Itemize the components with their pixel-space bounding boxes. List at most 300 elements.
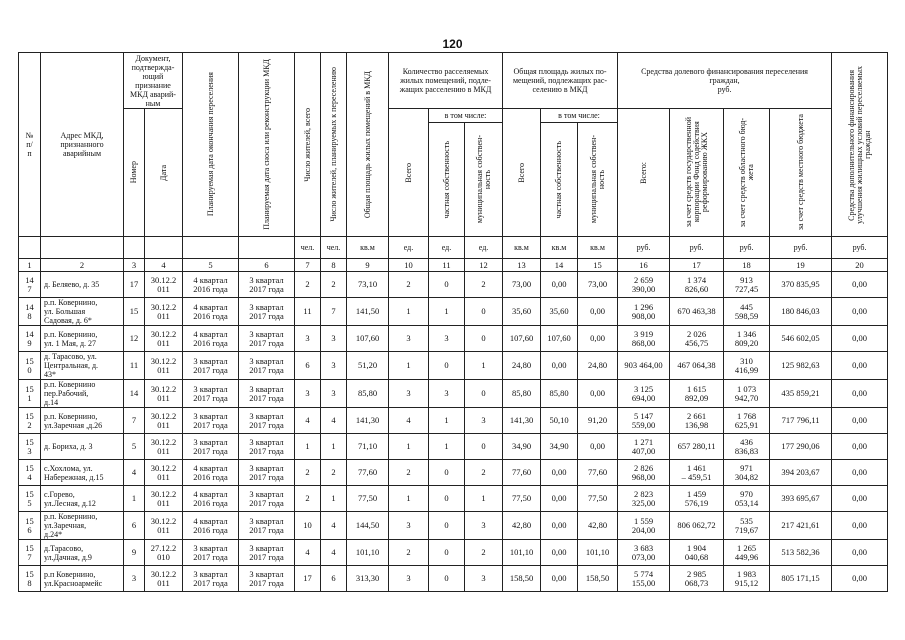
table-cell: 1 461 – 459,51	[670, 460, 724, 486]
header-rooms-total: Всего	[389, 109, 429, 237]
table-cell: 3	[321, 352, 347, 380]
table-cell: р.п Ковернино, ул.Красноармейс	[41, 566, 124, 592]
table-row	[19, 460, 888, 486]
table-cell: 27.12.2 010	[145, 540, 183, 566]
header-fund-local: за счет средств местного бюджета	[770, 109, 832, 237]
table-cell: 101,10	[578, 540, 618, 566]
table-cell: 467 064,38	[670, 352, 724, 380]
table-cell: 50,10	[541, 408, 578, 434]
table-cell: 1 768 625,91	[724, 408, 770, 434]
table-cell: 177 290,06	[770, 434, 832, 460]
header-no: № п/ п	[19, 53, 41, 237]
column-index-cell: 12	[465, 259, 503, 272]
column-index-cell: 16	[618, 259, 670, 272]
table-cell: 144,50	[347, 512, 389, 540]
table-cell: 3 квартал 2017 года	[239, 566, 295, 592]
unit-cell: кв.м	[347, 237, 389, 259]
header-rooms-incl: в том числе:	[429, 109, 503, 123]
table-cell: 42,80	[503, 512, 541, 540]
table-cell: 2	[389, 460, 429, 486]
table-cell: 0,00	[541, 486, 578, 512]
column-index-cell: 7	[295, 259, 321, 272]
table-cell: 15 4	[19, 460, 41, 486]
table-cell: 71,10	[347, 434, 389, 460]
table-cell: 513 582,36	[770, 540, 832, 566]
table-cell: 17	[124, 272, 145, 298]
table-cell: 3	[389, 566, 429, 592]
table-cell: 3 квартал 2017 года	[183, 434, 239, 460]
table-cell: 436 836,83	[724, 434, 770, 460]
table-cell: 805 171,15	[770, 566, 832, 592]
table-cell: 1	[429, 408, 465, 434]
unit-cell: руб.	[618, 237, 670, 259]
unit-cell: чел.	[295, 237, 321, 259]
unit-cell: руб.	[670, 237, 724, 259]
unit-cell: чел.	[321, 237, 347, 259]
table-cell: 2 823 325,00	[618, 486, 670, 512]
table-cell: 1	[429, 434, 465, 460]
table-cell: 0,00	[541, 272, 578, 298]
table-cell: 35,60	[503, 298, 541, 326]
table-cell: 5 774 155,00	[618, 566, 670, 592]
unit-cell: кв.м	[578, 237, 618, 259]
table-cell: 30.12.2 011	[145, 326, 183, 352]
table-cell: 3 квартал 2017 года	[239, 512, 295, 540]
table-cell: д. Тарасово, ул. Центральная, д. 43*	[41, 352, 124, 380]
table-cell: 903 464,00	[618, 352, 670, 380]
table-cell: р.п. Ковернино, ул. Большая Садовая, д. 6*	[41, 298, 124, 326]
table-cell: 30.12.2 011	[145, 408, 183, 434]
table-cell: 15 7	[19, 540, 41, 566]
header-fund-extra: Средства дополнительного финансирования улучшения жилищных условий переселяемых граждан	[832, 53, 888, 237]
header-area-total: Всего	[503, 109, 541, 237]
table-cell: 0,00	[832, 352, 888, 380]
table-cell: 107,60	[541, 326, 578, 352]
table-cell: 77,60	[347, 460, 389, 486]
table-cell: 1	[321, 486, 347, 512]
table-cell: 24,80	[503, 352, 541, 380]
table-cell: 2	[465, 540, 503, 566]
table-cell: 2	[465, 272, 503, 298]
table-cell: 30.12.2 011	[145, 272, 183, 298]
table-cell: 2	[465, 460, 503, 486]
table-cell: 77,50	[503, 486, 541, 512]
table-row	[19, 272, 888, 298]
unit-cell: ед.	[465, 237, 503, 259]
table-cell: 3 квартал 2017 года	[239, 272, 295, 298]
table-cell: д.Тарасово, ул.Дачная, д.9	[41, 540, 124, 566]
table-cell: 1	[295, 434, 321, 460]
table-cell: 806 062,72	[670, 512, 724, 540]
table-cell: 0	[429, 272, 465, 298]
table-cell: 435 859,21	[770, 380, 832, 408]
table-cell: 3 125 694,00	[618, 380, 670, 408]
table-body	[19, 272, 888, 592]
table-cell: 2	[389, 272, 429, 298]
table-cell: 0,00	[832, 380, 888, 408]
table-cell: д. Беляево, д. 35	[41, 272, 124, 298]
table-cell: 913 727,45	[724, 272, 770, 298]
column-index-cell: 17	[670, 259, 724, 272]
table-cell: 85,80	[503, 380, 541, 408]
table-row	[19, 540, 888, 566]
table-cell: 0	[465, 298, 503, 326]
table-cell: 4 квартал 2016 года	[183, 460, 239, 486]
unit-cell: руб.	[724, 237, 770, 259]
table-cell: 1	[465, 352, 503, 380]
table-cell: 3	[124, 566, 145, 592]
header-rooms-private: частная собственность	[429, 123, 465, 237]
unit-cell: руб.	[770, 237, 832, 259]
table-cell: 107,60	[347, 326, 389, 352]
units-row	[19, 237, 888, 259]
table-cell: 6	[295, 352, 321, 380]
table-cell: 0,00	[832, 512, 888, 540]
table-cell: 158,50	[578, 566, 618, 592]
table-cell: 34,90	[541, 434, 578, 460]
table-cell: 4	[124, 460, 145, 486]
table-cell: 1	[389, 486, 429, 512]
table-cell: 10	[295, 512, 321, 540]
unit-cell: ед.	[429, 237, 465, 259]
table-cell: 0	[429, 540, 465, 566]
column-index-cell: 9	[347, 259, 389, 272]
table-cell: 1 983 915,12	[724, 566, 770, 592]
table-cell: 7	[321, 298, 347, 326]
table-cell: 3	[465, 512, 503, 540]
table-cell: 0,00	[832, 540, 888, 566]
table-cell: 42,80	[578, 512, 618, 540]
column-index-cell: 2	[41, 259, 124, 272]
column-index-cell: 13	[503, 259, 541, 272]
table-cell: д. Бориха, д. 3	[41, 434, 124, 460]
table-cell: 12	[124, 326, 145, 352]
table-cell: 6	[124, 512, 145, 540]
table-cell: 0,00	[578, 380, 618, 408]
table-cell: 0,00	[541, 352, 578, 380]
table-cell: 73,00	[503, 272, 541, 298]
table-cell: 91,20	[578, 408, 618, 434]
table-row	[19, 434, 888, 460]
table-cell: 107,60	[503, 326, 541, 352]
table-row	[19, 486, 888, 512]
table-cell: 180 846,03	[770, 298, 832, 326]
table-cell: 14 7	[19, 272, 41, 298]
table-cell: 0	[429, 460, 465, 486]
table-cell: 2 026 456,75	[670, 326, 724, 352]
column-index-cell: 11	[429, 259, 465, 272]
header-fund-total: Всего:	[618, 109, 670, 237]
table-cell: 3	[389, 326, 429, 352]
column-index-cell: 3	[124, 259, 145, 272]
table-cell: 1 346 809,20	[724, 326, 770, 352]
table-cell: 4	[321, 512, 347, 540]
header-address: Адрес МКД, признанного аварийным	[41, 53, 124, 237]
header-funds: Средства долевого финансирования переселения граждан, руб.	[618, 53, 832, 109]
table-cell: 15 6	[19, 512, 41, 540]
table-cell: 1	[389, 352, 429, 380]
table-cell: 4	[389, 408, 429, 434]
table-cell: 1 615 892,09	[670, 380, 724, 408]
table-cell: 15 5	[19, 486, 41, 512]
column-index-cell: 6	[239, 259, 295, 272]
table-cell: 2 659 390,00	[618, 272, 670, 298]
table-cell: р.п. Ковернино, ул.Заречная, д.24*	[41, 512, 124, 540]
table-cell: 0,00	[832, 298, 888, 326]
header-fund-region: за счет средств областного бюд- жета	[724, 109, 770, 237]
table-cell: 2	[321, 460, 347, 486]
table-cell: 370 835,95	[770, 272, 832, 298]
table-cell: 15 2	[19, 408, 41, 434]
header-area-incl: в том числе:	[541, 109, 618, 123]
table-cell: 3 квартал 2017 года	[183, 408, 239, 434]
table-cell: 101,10	[347, 540, 389, 566]
resettlement-table	[18, 52, 888, 592]
table-cell: 3 квартал 2017 года	[239, 408, 295, 434]
table-cell: 1	[389, 298, 429, 326]
table-cell: 0,00	[541, 566, 578, 592]
table-cell: 1 374 826,60	[670, 272, 724, 298]
column-index-cell: 10	[389, 259, 429, 272]
table-cell: 3	[465, 408, 503, 434]
table-cell: 85,80	[347, 380, 389, 408]
table-cell: 30.12.2 011	[145, 352, 183, 380]
table-cell: 4	[321, 540, 347, 566]
table-cell: 1	[465, 486, 503, 512]
table-cell: 14	[124, 380, 145, 408]
header-area-resettle: Общая площадь жилых по- мещений, подлежащих рас- селению в МКД	[503, 53, 618, 109]
table-cell: 657 280,11	[670, 434, 724, 460]
table-cell: 3	[389, 380, 429, 408]
table-cell: 2	[295, 272, 321, 298]
table-cell: 3 квартал 2017 года	[183, 352, 239, 380]
table-cell: 1	[124, 486, 145, 512]
table-cell: 15	[124, 298, 145, 326]
table-cell: 101,10	[503, 540, 541, 566]
table-cell: р.п. Ковернино, ул.Заречная ,д.26	[41, 408, 124, 434]
table-cell: 546 602,05	[770, 326, 832, 352]
table-row	[19, 566, 888, 592]
table-cell: 3 квартал 2017 года	[239, 540, 295, 566]
table-cell: 2 826 968,00	[618, 460, 670, 486]
table-cell: 0,00	[832, 408, 888, 434]
table-cell: 4 квартал 2016 года	[183, 298, 239, 326]
table-cell: 4	[295, 540, 321, 566]
table-cell: 3 квартал 2017 года	[183, 566, 239, 592]
table-cell: 73,10	[347, 272, 389, 298]
table-row	[19, 408, 888, 434]
table-cell: 51,20	[347, 352, 389, 380]
header-planned-resettle: Планируемая дата окончания переселения	[183, 53, 239, 237]
header-document: Документ, подтвержда- ющий признание МКД аварий- ным	[124, 53, 183, 109]
table-cell: 0,00	[541, 512, 578, 540]
table-cell: 3 квартал 2017 года	[239, 298, 295, 326]
column-index-cell: 5	[183, 259, 239, 272]
table-cell: 3	[389, 512, 429, 540]
header-fund-state: за счет средств государственной корпорации Фонд содействия реформированию ЖКХ	[670, 109, 724, 237]
table-cell: 393 695,67	[770, 486, 832, 512]
table-cell: 30.12.2 011	[145, 566, 183, 592]
table-cell: 30.12.2 011	[145, 298, 183, 326]
table-cell: 3	[429, 326, 465, 352]
table-row	[19, 326, 888, 352]
table-cell: р.п. Ковернино пер.Рабочий, д.14	[41, 380, 124, 408]
header-rooms-count: Количество расселяемых жилых помещений, подле- жащих расселению в МКД	[389, 53, 503, 109]
table-cell: 4	[321, 408, 347, 434]
table-cell: 0,00	[541, 540, 578, 566]
table-cell: 34,90	[503, 434, 541, 460]
table-cell: 971 304,82	[724, 460, 770, 486]
table-cell: 0,00	[832, 434, 888, 460]
table-cell: 0,00	[541, 460, 578, 486]
table-cell: 14 8	[19, 298, 41, 326]
table-cell: 158,50	[503, 566, 541, 592]
table-cell: 0	[429, 566, 465, 592]
table-cell: 5 147 559,00	[618, 408, 670, 434]
table-cell: 1	[389, 434, 429, 460]
header-area-private: частная собственность	[541, 123, 578, 237]
table-cell: р.п. Ковернино, ул. 1 Мая, д. 27	[41, 326, 124, 352]
table-cell: 3 квартал 2017 года	[239, 434, 295, 460]
table-cell: 3 683 073,00	[618, 540, 670, 566]
table-cell: 3	[321, 380, 347, 408]
table-cell: 30.12.2 011	[145, 434, 183, 460]
table-row	[19, 352, 888, 380]
table-cell: 85,80	[541, 380, 578, 408]
unit-cell: руб.	[832, 237, 888, 259]
table-cell: 141,30	[347, 408, 389, 434]
table-cell: 1	[321, 434, 347, 460]
index-row	[19, 259, 888, 272]
table-cell: 0,00	[578, 434, 618, 460]
table-cell: 1 271 407,00	[618, 434, 670, 460]
table-cell: 970 053,14	[724, 486, 770, 512]
table-cell: 1 296 908,00	[618, 298, 670, 326]
table-cell: 0	[429, 352, 465, 380]
header-doc-date: Дата	[145, 109, 183, 237]
table-cell: 4 квартал 2016 года	[183, 486, 239, 512]
table-cell: 1 073 942,70	[724, 380, 770, 408]
table-cell: 9	[124, 540, 145, 566]
unit-cell: кв.м	[503, 237, 541, 259]
table-cell: 217 421,61	[770, 512, 832, 540]
table-cell: 1 459 576,19	[670, 486, 724, 512]
table-cell: 445 598,59	[724, 298, 770, 326]
table-cell: 4 квартал 2016 года	[183, 272, 239, 298]
table-row	[19, 380, 888, 408]
table-cell: 3	[295, 326, 321, 352]
header-residents-planned: Число жителей, планируемых к переселению	[321, 53, 347, 237]
table-cell: 77,60	[578, 460, 618, 486]
table-cell: 17	[295, 566, 321, 592]
table-cell: 0,00	[832, 272, 888, 298]
table-cell: 4 квартал 2016 года	[183, 326, 239, 352]
table-cell: 1	[429, 298, 465, 326]
table-cell: 3 квартал 2017 года	[239, 352, 295, 380]
table-cell: 0	[429, 486, 465, 512]
table-cell: 3 квартал 2017 года	[239, 380, 295, 408]
table-cell: 30.12.2 011	[145, 512, 183, 540]
table-cell: 1 265 449,96	[724, 540, 770, 566]
table-cell: 3 919 868,00	[618, 326, 670, 352]
table-cell: 4	[295, 408, 321, 434]
column-index-cell: 20	[832, 259, 888, 272]
table-row	[19, 512, 888, 540]
table-cell: 717 796,11	[770, 408, 832, 434]
column-index-cell: 14	[541, 259, 578, 272]
table-cell: 0,00	[578, 298, 618, 326]
header-total-area: Общая площадь жилых помещений в МКД	[347, 53, 389, 237]
table-cell: 1 559 204,00	[618, 512, 670, 540]
table-cell: 11	[124, 352, 145, 380]
table-cell: 0	[465, 326, 503, 352]
table-cell: 0	[465, 380, 503, 408]
table-cell: 0,00	[832, 326, 888, 352]
table-cell: 1 904 040,68	[670, 540, 724, 566]
table-cell: 313,30	[347, 566, 389, 592]
table-cell: 11	[295, 298, 321, 326]
table-cell: 0,00	[832, 486, 888, 512]
table-cell: 14 9	[19, 326, 41, 352]
table-cell: 30.12.2 011	[145, 486, 183, 512]
table-cell: 310 416,99	[724, 352, 770, 380]
table-cell: 3	[295, 380, 321, 408]
table-row	[19, 298, 888, 326]
table-cell: с.Хохлома, ул. Набережная, д.15	[41, 460, 124, 486]
column-index-cell: 15	[578, 259, 618, 272]
table-cell: 0,00	[832, 460, 888, 486]
column-index-cell: 18	[724, 259, 770, 272]
column-index-cell: 19	[770, 259, 832, 272]
header-area-municipal: муниципальная собствен- ность	[578, 123, 618, 237]
unit-cell: кв.м	[541, 237, 578, 259]
table-cell: 2	[295, 486, 321, 512]
table-cell: 77,50	[578, 486, 618, 512]
table-cell: 15 0	[19, 352, 41, 380]
table-cell: 15 8	[19, 566, 41, 592]
table-cell: 125 982,63	[770, 352, 832, 380]
table-cell: 2	[295, 460, 321, 486]
header-planned-demolish: Планируемая дата сноса или реконструкции МКД	[239, 53, 295, 237]
header-doc-number: Номер	[124, 109, 145, 237]
table-cell: 24,80	[578, 352, 618, 380]
table-cell: 141,30	[503, 408, 541, 434]
page-number: 120	[442, 37, 463, 51]
column-index-cell: 4	[145, 259, 183, 272]
header-rooms-municipal: муниципальная собствен- ность	[465, 123, 503, 237]
table-cell: 5	[124, 434, 145, 460]
table-cell: 15 3	[19, 434, 41, 460]
table-cell: 3 квартал 2017 года	[239, 326, 295, 352]
table-cell: 7	[124, 408, 145, 434]
table-cell: 535 719,67	[724, 512, 770, 540]
table-cell: 394 203,67	[770, 460, 832, 486]
table-cell: 2	[389, 540, 429, 566]
table-cell: с.Горево, ул.Лесная, д.12	[41, 486, 124, 512]
table-cell: 2 985 068,73	[670, 566, 724, 592]
table-cell: 73,00	[578, 272, 618, 298]
table-cell: 670 463,38	[670, 298, 724, 326]
table-cell: 2	[321, 272, 347, 298]
column-index-cell: 8	[321, 259, 347, 272]
table-cell: 3	[429, 380, 465, 408]
table-cell: 0,00	[832, 566, 888, 592]
table-cell: 2 661 136,98	[670, 408, 724, 434]
table-cell: 141,50	[347, 298, 389, 326]
header-residents-total: Число жителей, всего	[295, 53, 321, 237]
table-cell: 4 квартал 2016 года	[183, 512, 239, 540]
unit-cell: ед.	[389, 237, 429, 259]
